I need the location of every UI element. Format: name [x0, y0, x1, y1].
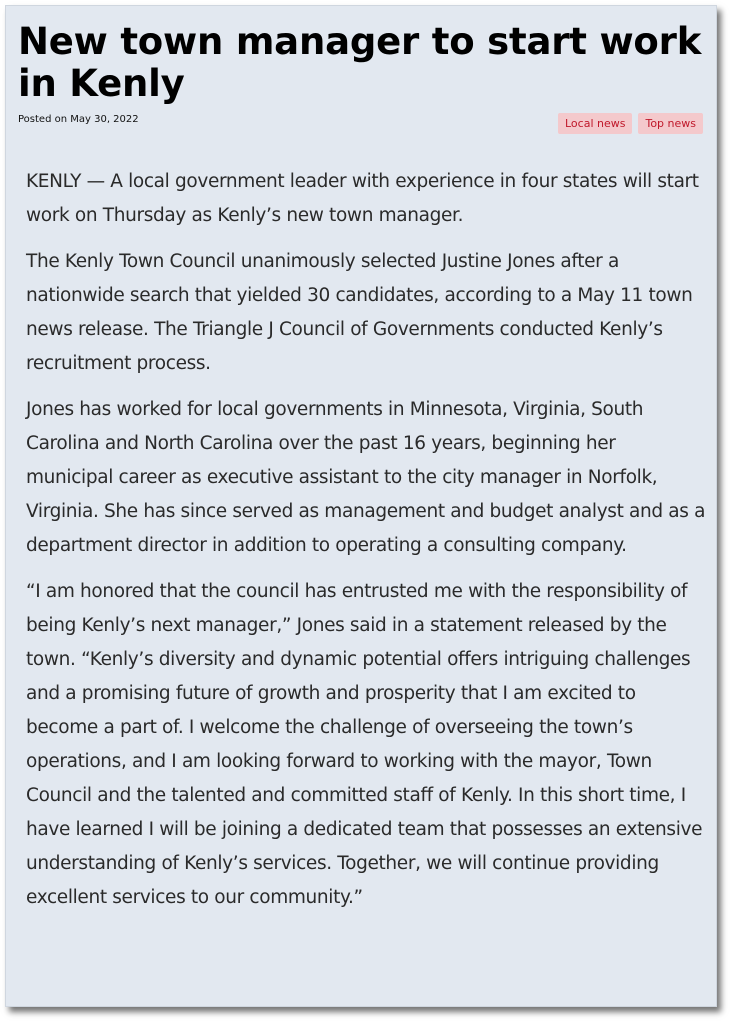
- article-title: New town manager to start work in Kenly: [18, 20, 702, 105]
- paragraph: The Kenly Town Council unanimously selected Justine Jones after a nationwide search that yielded 30 candidates, according to a May 11 town news release. The Triangle J Council of Governments conducted Kenly’s recruitment process.: [26, 251, 693, 374]
- tag-list: [558, 113, 703, 134]
- article-body: [26, 165, 706, 927]
- tag-local-news[interactable]: Local news: [558, 113, 632, 134]
- tag-top-news[interactable]: Top news: [638, 113, 703, 134]
- posted-date: Posted on May 30, 2022: [18, 114, 139, 125]
- paragraph: Jones has worked for local governments in Minnesota, Virginia, South Carolina and North Carolina over the past 16 years, beginning her municipal career as executive assistant to the city manager in Norfolk, Virginia. She has since served as management and budget analyst and as a department director in addition to operating a consulting company.: [26, 399, 706, 556]
- paragraph: KENLY — A local government leader with experience in four states will start work on Thursday as Kenly’s new town manager.: [26, 171, 699, 226]
- paragraph: “I am honored that the council has entrusted me with the responsibility of being Kenly’s next manager,” Jones said in a statement released by the town. “Kenly’s diversity and dynamic potential offers intriguing challenges and a promising future of growth and prosperity that I am excited to become a part of. I welcome the challenge of overseeing the town’s operations, and I am looking forward to working with the mayor, Town Council and the talented and committed staff of Kenly. In this short time, I have learned I will be joining a dedicated team that possesses an extensive understanding of Kenly’s services. Together, we will continue providing excellent services to our community.”: [26, 581, 703, 908]
- article-card: [5, 5, 717, 1007]
